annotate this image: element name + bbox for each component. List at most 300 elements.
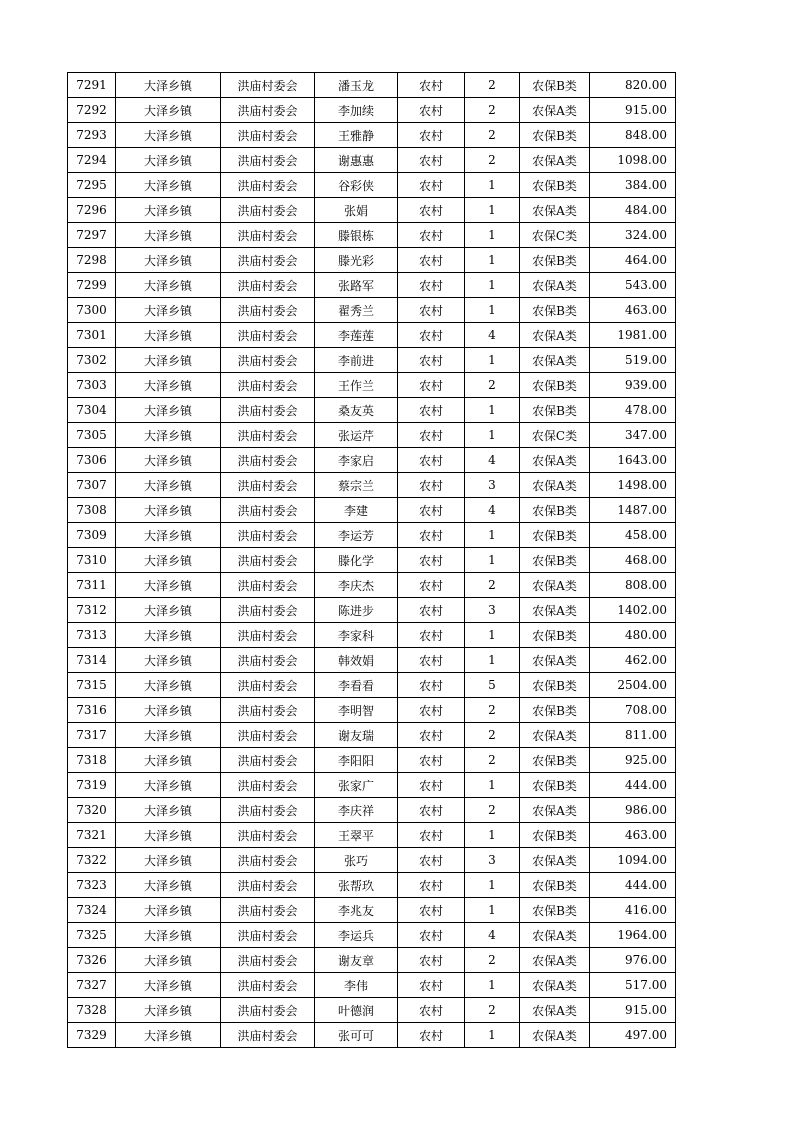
village-committee-cell: 洪庙村委会 xyxy=(221,998,315,1023)
serial-number-cell: 7322 xyxy=(68,848,116,873)
household-size-cell: 1 xyxy=(465,223,520,248)
township-cell: 大泽乡镇 xyxy=(116,148,221,173)
household-type-cell: 农村 xyxy=(398,573,465,598)
village-committee-cell: 洪庙村委会 xyxy=(221,548,315,573)
household-type-cell: 农村 xyxy=(398,898,465,923)
village-committee-cell: 洪庙村委会 xyxy=(221,598,315,623)
name-cell: 张娟 xyxy=(315,198,398,223)
table-row xyxy=(68,823,676,848)
household-size-cell: 3 xyxy=(465,598,520,623)
household-size-cell: 1 xyxy=(465,423,520,448)
name-cell: 张巧 xyxy=(315,848,398,873)
village-committee-cell: 洪庙村委会 xyxy=(221,298,315,323)
township-cell: 大泽乡镇 xyxy=(116,748,221,773)
table-row xyxy=(68,923,676,948)
household-type-cell: 农村 xyxy=(398,848,465,873)
table-row xyxy=(68,473,676,498)
amount-cell: 480.00 xyxy=(590,623,676,648)
serial-number-cell: 7291 xyxy=(68,73,116,98)
township-cell: 大泽乡镇 xyxy=(116,798,221,823)
township-cell: 大泽乡镇 xyxy=(116,498,221,523)
village-committee-cell: 洪庙村委会 xyxy=(221,398,315,423)
township-cell: 大泽乡镇 xyxy=(116,273,221,298)
amount-cell: 462.00 xyxy=(590,648,676,673)
name-cell: 李前进 xyxy=(315,348,398,373)
insurance-category-cell: 农保A类 xyxy=(520,598,590,623)
village-committee-cell: 洪庙村委会 xyxy=(221,948,315,973)
amount-cell: 808.00 xyxy=(590,573,676,598)
village-committee-cell: 洪庙村委会 xyxy=(221,923,315,948)
name-cell: 叶德润 xyxy=(315,998,398,1023)
serial-number-cell: 7312 xyxy=(68,598,116,623)
village-committee-cell: 洪庙村委会 xyxy=(221,523,315,548)
table-row xyxy=(68,798,676,823)
insurance-category-cell: 农保B类 xyxy=(520,298,590,323)
name-cell: 滕银栋 xyxy=(315,223,398,248)
township-cell: 大泽乡镇 xyxy=(116,873,221,898)
name-cell: 蔡宗兰 xyxy=(315,473,398,498)
amount-cell: 1098.00 xyxy=(590,148,676,173)
name-cell: 韩效娟 xyxy=(315,648,398,673)
village-committee-cell: 洪庙村委会 xyxy=(221,248,315,273)
insurance-category-cell: 农保A类 xyxy=(520,473,590,498)
household-type-cell: 农村 xyxy=(398,748,465,773)
name-cell: 李阳阳 xyxy=(315,748,398,773)
amount-cell: 915.00 xyxy=(590,998,676,1023)
household-type-cell: 农村 xyxy=(398,698,465,723)
serial-number-cell: 7304 xyxy=(68,398,116,423)
name-cell: 张家广 xyxy=(315,773,398,798)
table-row xyxy=(68,373,676,398)
insurance-category-cell: 农保B类 xyxy=(520,498,590,523)
household-type-cell: 农村 xyxy=(398,373,465,398)
village-committee-cell: 洪庙村委会 xyxy=(221,148,315,173)
household-size-cell: 2 xyxy=(465,573,520,598)
household-size-cell: 1 xyxy=(465,298,520,323)
village-committee-cell: 洪庙村委会 xyxy=(221,673,315,698)
name-cell: 张帮玖 xyxy=(315,873,398,898)
name-cell: 李运兵 xyxy=(315,923,398,948)
name-cell: 王翠平 xyxy=(315,823,398,848)
serial-number-cell: 7301 xyxy=(68,323,116,348)
township-cell: 大泽乡镇 xyxy=(116,398,221,423)
amount-cell: 2504.00 xyxy=(590,673,676,698)
serial-number-cell: 7293 xyxy=(68,123,116,148)
table-row xyxy=(68,298,676,323)
village-committee-cell: 洪庙村委会 xyxy=(221,623,315,648)
township-cell: 大泽乡镇 xyxy=(116,923,221,948)
amount-cell: 478.00 xyxy=(590,398,676,423)
household-size-cell: 1 xyxy=(465,823,520,848)
table-row xyxy=(68,698,676,723)
household-type-cell: 农村 xyxy=(398,323,465,348)
name-cell: 滕光彩 xyxy=(315,248,398,273)
table-row xyxy=(68,498,676,523)
serial-number-cell: 7310 xyxy=(68,548,116,573)
amount-cell: 1643.00 xyxy=(590,448,676,473)
household-type-cell: 农村 xyxy=(398,473,465,498)
township-cell: 大泽乡镇 xyxy=(116,648,221,673)
township-cell: 大泽乡镇 xyxy=(116,823,221,848)
household-type-cell: 农村 xyxy=(398,523,465,548)
township-cell: 大泽乡镇 xyxy=(116,348,221,373)
name-cell: 李兆友 xyxy=(315,898,398,923)
village-committee-cell: 洪庙村委会 xyxy=(221,173,315,198)
township-cell: 大泽乡镇 xyxy=(116,998,221,1023)
amount-cell: 915.00 xyxy=(590,98,676,123)
household-type-cell: 农村 xyxy=(398,648,465,673)
amount-cell: 939.00 xyxy=(590,373,676,398)
household-type-cell: 农村 xyxy=(398,398,465,423)
insurance-category-cell: 农保B类 xyxy=(520,773,590,798)
township-cell: 大泽乡镇 xyxy=(116,323,221,348)
household-size-cell: 2 xyxy=(465,698,520,723)
table-row xyxy=(68,173,676,198)
township-cell: 大泽乡镇 xyxy=(116,848,221,873)
amount-cell: 986.00 xyxy=(590,798,676,823)
serial-number-cell: 7298 xyxy=(68,248,116,273)
serial-number-cell: 7326 xyxy=(68,948,116,973)
insurance-category-cell: 农保A类 xyxy=(520,923,590,948)
village-committee-cell: 洪庙村委会 xyxy=(221,873,315,898)
village-committee-cell: 洪庙村委会 xyxy=(221,423,315,448)
amount-cell: 463.00 xyxy=(590,298,676,323)
table-row xyxy=(68,198,676,223)
household-type-cell: 农村 xyxy=(398,773,465,798)
serial-number-cell: 7311 xyxy=(68,573,116,598)
township-cell: 大泽乡镇 xyxy=(116,773,221,798)
village-committee-cell: 洪庙村委会 xyxy=(221,73,315,98)
name-cell: 张运芹 xyxy=(315,423,398,448)
name-cell: 陈进步 xyxy=(315,598,398,623)
township-cell: 大泽乡镇 xyxy=(116,598,221,623)
amount-cell: 497.00 xyxy=(590,1023,676,1048)
household-type-cell: 农村 xyxy=(398,223,465,248)
household-size-cell: 1 xyxy=(465,648,520,673)
household-size-cell: 2 xyxy=(465,73,520,98)
amount-cell: 347.00 xyxy=(590,423,676,448)
serial-number-cell: 7300 xyxy=(68,298,116,323)
township-cell: 大泽乡镇 xyxy=(116,573,221,598)
table-row xyxy=(68,673,676,698)
village-committee-cell: 洪庙村委会 xyxy=(221,798,315,823)
table-row xyxy=(68,423,676,448)
table-row xyxy=(68,623,676,648)
village-committee-cell: 洪庙村委会 xyxy=(221,573,315,598)
table-row xyxy=(68,98,676,123)
household-size-cell: 4 xyxy=(465,323,520,348)
serial-number-cell: 7325 xyxy=(68,923,116,948)
household-size-cell: 1 xyxy=(465,173,520,198)
insurance-category-cell: 农保B类 xyxy=(520,898,590,923)
household-type-cell: 农村 xyxy=(398,948,465,973)
insurance-category-cell: 农保A类 xyxy=(520,448,590,473)
serial-number-cell: 7302 xyxy=(68,348,116,373)
serial-number-cell: 7307 xyxy=(68,473,116,498)
township-cell: 大泽乡镇 xyxy=(116,73,221,98)
insurance-category-cell: 农保B类 xyxy=(520,823,590,848)
name-cell: 李运芳 xyxy=(315,523,398,548)
name-cell: 桑友英 xyxy=(315,398,398,423)
insurance-category-cell: 农保A类 xyxy=(520,998,590,1023)
household-type-cell: 农村 xyxy=(398,873,465,898)
table-row xyxy=(68,898,676,923)
serial-number-cell: 7321 xyxy=(68,823,116,848)
village-committee-cell: 洪庙村委会 xyxy=(221,1023,315,1048)
name-cell: 李家科 xyxy=(315,623,398,648)
amount-cell: 1094.00 xyxy=(590,848,676,873)
household-size-cell: 2 xyxy=(465,748,520,773)
village-committee-cell: 洪庙村委会 xyxy=(221,748,315,773)
insurance-category-cell: 农保A类 xyxy=(520,848,590,873)
household-type-cell: 农村 xyxy=(398,998,465,1023)
serial-number-cell: 7297 xyxy=(68,223,116,248)
village-committee-cell: 洪庙村委会 xyxy=(221,823,315,848)
table-row xyxy=(68,223,676,248)
serial-number-cell: 7314 xyxy=(68,648,116,673)
roster-table xyxy=(67,72,676,1048)
village-committee-cell: 洪庙村委会 xyxy=(221,123,315,148)
amount-cell: 1487.00 xyxy=(590,498,676,523)
table-row xyxy=(68,523,676,548)
insurance-category-cell: 农保A类 xyxy=(520,648,590,673)
amount-cell: 543.00 xyxy=(590,273,676,298)
serial-number-cell: 7316 xyxy=(68,698,116,723)
serial-number-cell: 7305 xyxy=(68,423,116,448)
household-size-cell: 2 xyxy=(465,998,520,1023)
insurance-category-cell: 农保B类 xyxy=(520,673,590,698)
insurance-category-cell: 农保A类 xyxy=(520,1023,590,1048)
insurance-category-cell: 农保A类 xyxy=(520,948,590,973)
township-cell: 大泽乡镇 xyxy=(116,673,221,698)
amount-cell: 324.00 xyxy=(590,223,676,248)
amount-cell: 1402.00 xyxy=(590,598,676,623)
table-row xyxy=(68,873,676,898)
amount-cell: 384.00 xyxy=(590,173,676,198)
household-size-cell: 4 xyxy=(465,498,520,523)
serial-number-cell: 7317 xyxy=(68,723,116,748)
township-cell: 大泽乡镇 xyxy=(116,973,221,998)
table-row xyxy=(68,773,676,798)
name-cell: 李加续 xyxy=(315,98,398,123)
amount-cell: 464.00 xyxy=(590,248,676,273)
township-cell: 大泽乡镇 xyxy=(116,473,221,498)
township-cell: 大泽乡镇 xyxy=(116,248,221,273)
household-type-cell: 农村 xyxy=(398,423,465,448)
amount-cell: 1964.00 xyxy=(590,923,676,948)
amount-cell: 519.00 xyxy=(590,348,676,373)
township-cell: 大泽乡镇 xyxy=(116,173,221,198)
name-cell: 谢友瑞 xyxy=(315,723,398,748)
table-row xyxy=(68,948,676,973)
table-row xyxy=(68,598,676,623)
household-size-cell: 1 xyxy=(465,973,520,998)
amount-cell: 708.00 xyxy=(590,698,676,723)
household-size-cell: 2 xyxy=(465,948,520,973)
household-type-cell: 农村 xyxy=(398,148,465,173)
village-committee-cell: 洪庙村委会 xyxy=(221,98,315,123)
household-type-cell: 农村 xyxy=(398,973,465,998)
name-cell: 李明智 xyxy=(315,698,398,723)
serial-number-cell: 7313 xyxy=(68,623,116,648)
name-cell: 谢友章 xyxy=(315,948,398,973)
amount-cell: 444.00 xyxy=(590,773,676,798)
village-committee-cell: 洪庙村委会 xyxy=(221,273,315,298)
township-cell: 大泽乡镇 xyxy=(116,1023,221,1048)
township-cell: 大泽乡镇 xyxy=(116,448,221,473)
serial-number-cell: 7299 xyxy=(68,273,116,298)
table-row xyxy=(68,748,676,773)
insurance-category-cell: 农保A类 xyxy=(520,98,590,123)
insurance-category-cell: 农保B类 xyxy=(520,248,590,273)
name-cell: 谢惠惠 xyxy=(315,148,398,173)
household-size-cell: 1 xyxy=(465,523,520,548)
household-size-cell: 2 xyxy=(465,148,520,173)
table-row xyxy=(68,548,676,573)
township-cell: 大泽乡镇 xyxy=(116,898,221,923)
insurance-category-cell: 农保A类 xyxy=(520,573,590,598)
township-cell: 大泽乡镇 xyxy=(116,723,221,748)
name-cell: 李伟 xyxy=(315,973,398,998)
township-cell: 大泽乡镇 xyxy=(116,698,221,723)
insurance-category-cell: 农保B类 xyxy=(520,873,590,898)
serial-number-cell: 7323 xyxy=(68,873,116,898)
serial-number-cell: 7320 xyxy=(68,798,116,823)
table-row xyxy=(68,148,676,173)
household-size-cell: 1 xyxy=(465,898,520,923)
household-size-cell: 3 xyxy=(465,848,520,873)
serial-number-cell: 7294 xyxy=(68,148,116,173)
household-type-cell: 农村 xyxy=(398,448,465,473)
table-row xyxy=(68,723,676,748)
household-size-cell: 1 xyxy=(465,273,520,298)
table-row xyxy=(68,73,676,98)
township-cell: 大泽乡镇 xyxy=(116,198,221,223)
township-cell: 大泽乡镇 xyxy=(116,123,221,148)
serial-number-cell: 7327 xyxy=(68,973,116,998)
village-committee-cell: 洪庙村委会 xyxy=(221,848,315,873)
amount-cell: 444.00 xyxy=(590,873,676,898)
roster-body xyxy=(68,73,676,1048)
name-cell: 张可可 xyxy=(315,1023,398,1048)
village-committee-cell: 洪庙村委会 xyxy=(221,498,315,523)
insurance-category-cell: 农保B类 xyxy=(520,523,590,548)
village-committee-cell: 洪庙村委会 xyxy=(221,898,315,923)
village-committee-cell: 洪庙村委会 xyxy=(221,323,315,348)
village-committee-cell: 洪庙村委会 xyxy=(221,348,315,373)
table-row xyxy=(68,573,676,598)
village-committee-cell: 洪庙村委会 xyxy=(221,773,315,798)
household-size-cell: 1 xyxy=(465,348,520,373)
insurance-category-cell: 农保C类 xyxy=(520,423,590,448)
household-type-cell: 农村 xyxy=(398,98,465,123)
serial-number-cell: 7292 xyxy=(68,98,116,123)
name-cell: 谷彩侠 xyxy=(315,173,398,198)
name-cell: 滕化学 xyxy=(315,548,398,573)
household-size-cell: 1 xyxy=(465,198,520,223)
household-type-cell: 农村 xyxy=(398,123,465,148)
insurance-category-cell: 农保C类 xyxy=(520,223,590,248)
village-committee-cell: 洪庙村委会 xyxy=(221,648,315,673)
village-committee-cell: 洪庙村委会 xyxy=(221,973,315,998)
household-size-cell: 2 xyxy=(465,123,520,148)
village-committee-cell: 洪庙村委会 xyxy=(221,698,315,723)
household-type-cell: 农村 xyxy=(398,723,465,748)
name-cell: 李庆祥 xyxy=(315,798,398,823)
township-cell: 大泽乡镇 xyxy=(116,623,221,648)
name-cell: 李莲莲 xyxy=(315,323,398,348)
household-size-cell: 1 xyxy=(465,398,520,423)
insurance-category-cell: 农保A类 xyxy=(520,273,590,298)
insurance-category-cell: 农保B类 xyxy=(520,548,590,573)
table-row xyxy=(68,973,676,998)
name-cell: 翟秀兰 xyxy=(315,298,398,323)
household-size-cell: 2 xyxy=(465,98,520,123)
amount-cell: 976.00 xyxy=(590,948,676,973)
household-type-cell: 农村 xyxy=(398,923,465,948)
amount-cell: 811.00 xyxy=(590,723,676,748)
amount-cell: 517.00 xyxy=(590,973,676,998)
table-row xyxy=(68,998,676,1023)
name-cell: 李看看 xyxy=(315,673,398,698)
name-cell: 潘玉龙 xyxy=(315,73,398,98)
household-type-cell: 农村 xyxy=(398,673,465,698)
household-size-cell: 5 xyxy=(465,673,520,698)
name-cell: 李建 xyxy=(315,498,398,523)
household-size-cell: 2 xyxy=(465,373,520,398)
insurance-category-cell: 农保B类 xyxy=(520,748,590,773)
village-committee-cell: 洪庙村委会 xyxy=(221,373,315,398)
village-committee-cell: 洪庙村委会 xyxy=(221,198,315,223)
insurance-category-cell: 农保B类 xyxy=(520,373,590,398)
amount-cell: 848.00 xyxy=(590,123,676,148)
insurance-category-cell: 农保B类 xyxy=(520,623,590,648)
table-row xyxy=(68,1023,676,1048)
household-size-cell: 4 xyxy=(465,448,520,473)
household-type-cell: 农村 xyxy=(398,598,465,623)
household-type-cell: 农村 xyxy=(398,173,465,198)
insurance-category-cell: 农保A类 xyxy=(520,323,590,348)
table-row xyxy=(68,248,676,273)
insurance-category-cell: 农保B类 xyxy=(520,698,590,723)
township-cell: 大泽乡镇 xyxy=(116,523,221,548)
household-size-cell: 4 xyxy=(465,923,520,948)
village-committee-cell: 洪庙村委会 xyxy=(221,223,315,248)
table-row xyxy=(68,323,676,348)
table-row xyxy=(68,348,676,373)
serial-number-cell: 7296 xyxy=(68,198,116,223)
village-committee-cell: 洪庙村委会 xyxy=(221,473,315,498)
serial-number-cell: 7328 xyxy=(68,998,116,1023)
name-cell: 王作兰 xyxy=(315,373,398,398)
township-cell: 大泽乡镇 xyxy=(116,298,221,323)
household-size-cell: 1 xyxy=(465,873,520,898)
table-row xyxy=(68,398,676,423)
household-type-cell: 农村 xyxy=(398,1023,465,1048)
amount-cell: 1498.00 xyxy=(590,473,676,498)
village-committee-cell: 洪庙村委会 xyxy=(221,448,315,473)
household-type-cell: 农村 xyxy=(398,198,465,223)
amount-cell: 458.00 xyxy=(590,523,676,548)
name-cell: 李庆杰 xyxy=(315,573,398,598)
insurance-category-cell: 农保A类 xyxy=(520,148,590,173)
serial-number-cell: 7303 xyxy=(68,373,116,398)
household-type-cell: 农村 xyxy=(398,273,465,298)
household-type-cell: 农村 xyxy=(398,823,465,848)
household-size-cell: 1 xyxy=(465,248,520,273)
household-size-cell: 1 xyxy=(465,773,520,798)
household-type-cell: 农村 xyxy=(398,248,465,273)
